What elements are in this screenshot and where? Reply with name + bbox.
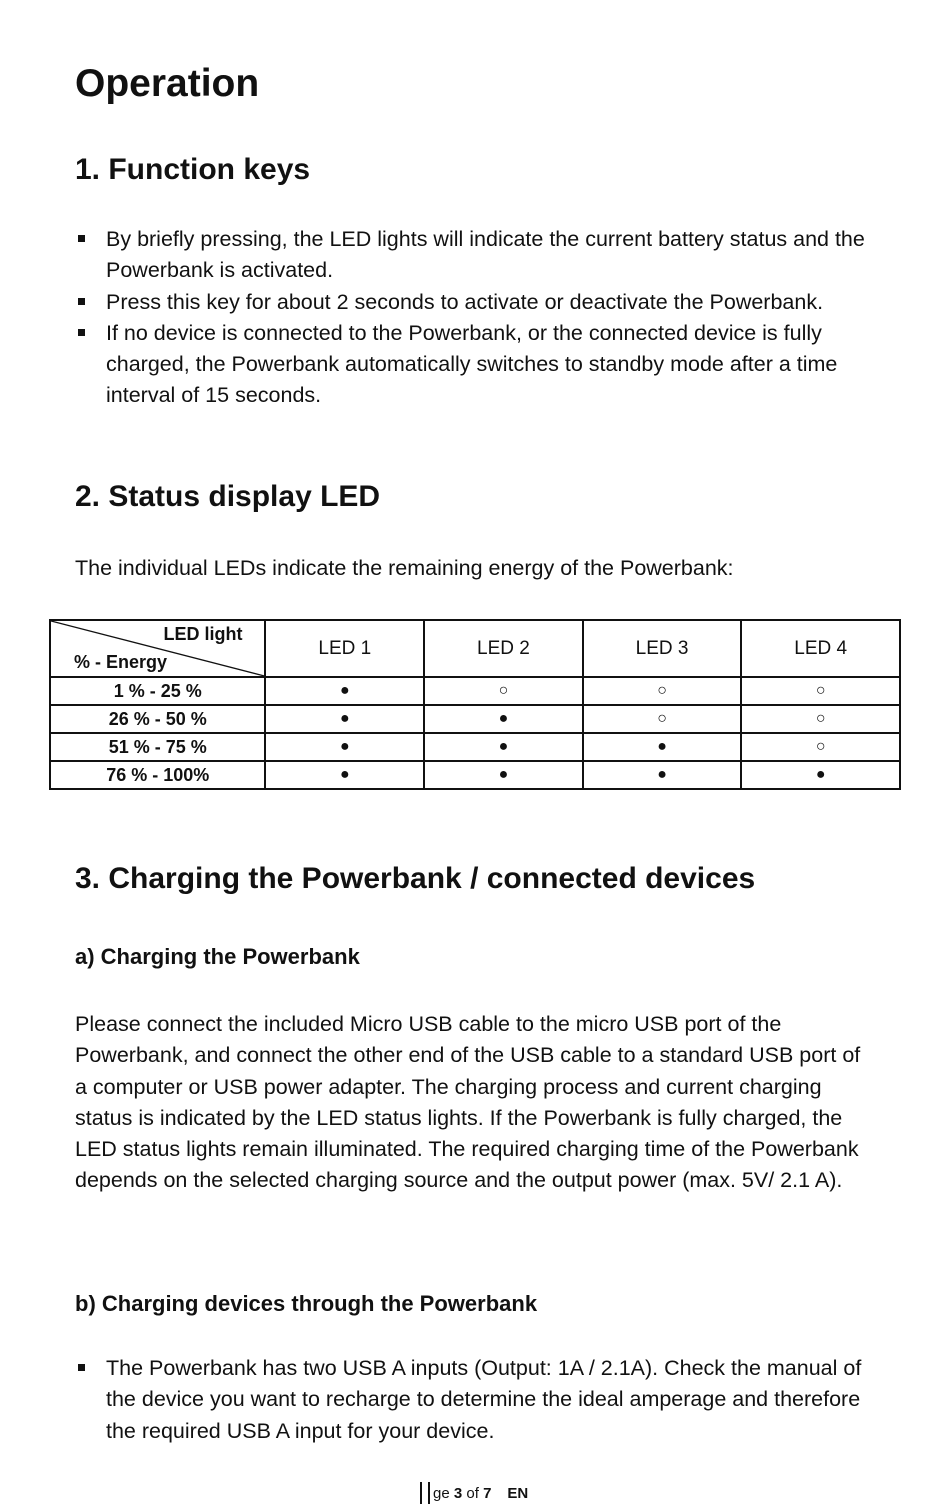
led-state-cell: ○ [583,705,742,733]
led-state-cell: ● [265,733,424,761]
table-row [50,705,900,733]
bullet-square-icon [78,235,85,242]
row-header: 26 % - 50 % [50,705,265,733]
led-state-cell: ○ [424,677,583,705]
page-marker-icon [420,1482,430,1504]
led-state-cell: ● [424,705,583,733]
section-heading-status-led: 2. Status display LED [75,480,381,513]
bullet-square-icon [78,1364,85,1371]
table-header-row [50,620,900,677]
led-state-cell: ○ [741,705,900,733]
page-title: Operation [75,62,260,105]
led-state-cell: ○ [583,677,742,705]
led-state-cell: ● [424,733,583,761]
list-item: The Powerbank has two USB A inputs (Output: 1A / 2.1A). Check the manual of the device you want to recharge to determine the ideal amperage and therefore the required USB A input for your device. [75,1353,875,1447]
column-header: LED 2 [424,620,583,677]
footer-of: of [462,1485,484,1502]
led-state-cell: ● [265,677,424,705]
subheading-charging-devices: b) Charging devices through the Powerbank [75,1291,538,1316]
led-state-cell: ● [583,733,742,761]
subheading-charging-powerbank: a) Charging the Powerbank [75,944,360,969]
table-row [50,761,900,789]
footer-language: EN [507,1485,529,1502]
table-row [50,733,900,761]
led-state-cell: ● [265,705,424,733]
charging-devices-list [75,1353,875,1447]
bullet-square-icon [78,329,85,336]
led-state-cell: ● [424,761,583,789]
row-header: 76 % - 100% [50,761,265,789]
led-state-cell: ● [583,761,742,789]
list-item: By briefly pressing, the LED lights will indicate the current battery status and the Powerbank is activated. [75,224,875,287]
corner-label-energy: % - Energy [74,652,168,672]
column-header: LED 1 [265,620,424,677]
led-status-table [49,619,901,790]
function-keys-list [75,224,875,412]
row-header: 51 % - 75 % [50,733,265,761]
row-header: 1 % - 25 % [50,677,265,705]
list-item: Press this key for about 2 seconds to activate or deactivate the Powerbank. [75,287,875,318]
column-header: LED 3 [583,620,742,677]
corner-label-led-light: LED light [163,624,243,644]
status-led-intro: The individual LEDs indicate the remaining energy of the Powerbank: [75,556,734,580]
bullet-square-icon [78,298,85,305]
section-heading-charging: 3. Charging the Powerbank / connected devices [75,862,756,895]
table-row [50,677,900,705]
footer-page-total: 7 [483,1485,492,1502]
footer-page-number: 3 [453,1485,463,1502]
footer-page-prefix: ge [433,1485,454,1502]
led-state-cell: ○ [741,733,900,761]
led-state-cell: ○ [741,677,900,705]
list-item: If no device is connected to the Powerbank, or the connected device is fully charged, the Powerbank automatically switches to standby mode after a time interval of 15 seconds. [75,318,875,412]
table-corner-cell [50,620,265,677]
charging-powerbank-text: Please connect the included Micro USB cable to the micro USB port of the Powerbank, and connect the other end of the USB cable to a standard USB port of a computer or USB power adapter. The charging process and current charging status is indicated by the LED status lights. If the Powerbank is fully charged, the LED status lights remain illuminated. The required charging time of the Powerbank depends on the selected charging source and the output power (max. 5V/ 2.1 A). [75,1012,861,1193]
led-state-cell: ● [265,761,424,789]
section-heading-function-keys: 1. Function keys [75,153,311,186]
column-header: LED 4 [741,620,900,677]
led-state-cell: ● [741,761,900,789]
page-footer [420,1482,528,1504]
